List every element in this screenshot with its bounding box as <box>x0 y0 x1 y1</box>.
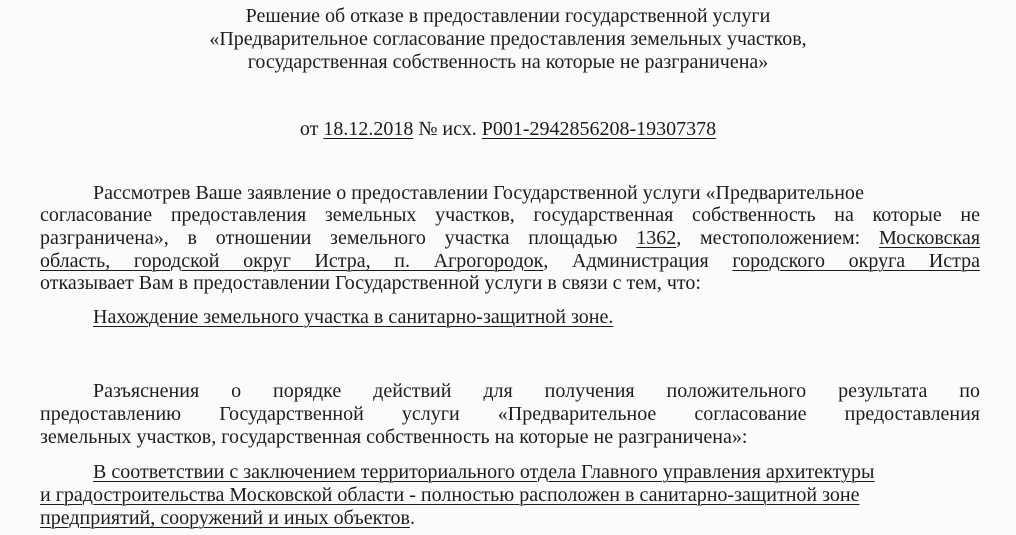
document-number: Р001-2942856208-19307378 <box>481 118 717 140</box>
paragraph1-line-4: область, городской округ Истра, п. Агрогородок, Администрация городского округа Истра <box>40 250 980 272</box>
location-part-1: Московская <box>878 227 981 249</box>
title-line-1: Решение об отказе в предоставлении государственной услуги <box>245 5 771 27</box>
explanation-line-3: предприятий, сооружений и иных объектов. <box>40 507 415 529</box>
number-label: № исх. <box>418 118 477 140</box>
title-line-2: «Предварительное согласование предоставления земельных участков, <box>209 28 807 50</box>
refusal-reason: Нахождение земельного участка в санитарно-защитной зоне. <box>93 306 614 328</box>
paragraph1-line-5: отказывает Вам в предоставлении Государственной услуги в связи с тем, что: <box>40 272 701 294</box>
paragraph2-line-1: Разъяснения о порядке действий для получения положительного результата по <box>93 380 980 402</box>
explanation-line-1: В соответствии с заключением территориального отдела Главного управления архитектуры <box>93 461 875 483</box>
title-line-3: государственная собственность на которые не разграничена» <box>247 51 769 73</box>
area-value: 1362 <box>636 227 677 249</box>
paragraph2-line-3: земельных участков, государственная собственность на которые не разграничена»: <box>40 426 748 448</box>
document-number-line <box>0 117 1016 141</box>
paragraph1-line-2: согласование предоставления земельных участков, государственная собственность на которые не <box>40 204 980 226</box>
document-date: 18.12.2018 <box>323 118 414 140</box>
paragraph2-line-2: предоставлению Государственной услуги «Предварительное согласование предоставления <box>40 403 980 425</box>
explanation-line-2: и градостроительства Московской области - полностью расположен в санитарно-защитной зоне <box>40 484 860 506</box>
date-prefix: от <box>299 118 319 140</box>
paragraph1-line-3: разграничена», в отношении земельного участка площадью 1362, местоположением: Московская <box>40 227 981 249</box>
administration-name: городского округа Истра <box>732 250 980 272</box>
location-part-2: область, городской округ Истра, п. Агрогородок <box>40 250 544 272</box>
paragraph1-line-1: Рассмотрев Ваше заявление о предоставлении Государственной услуги «Предварительное <box>93 182 865 204</box>
